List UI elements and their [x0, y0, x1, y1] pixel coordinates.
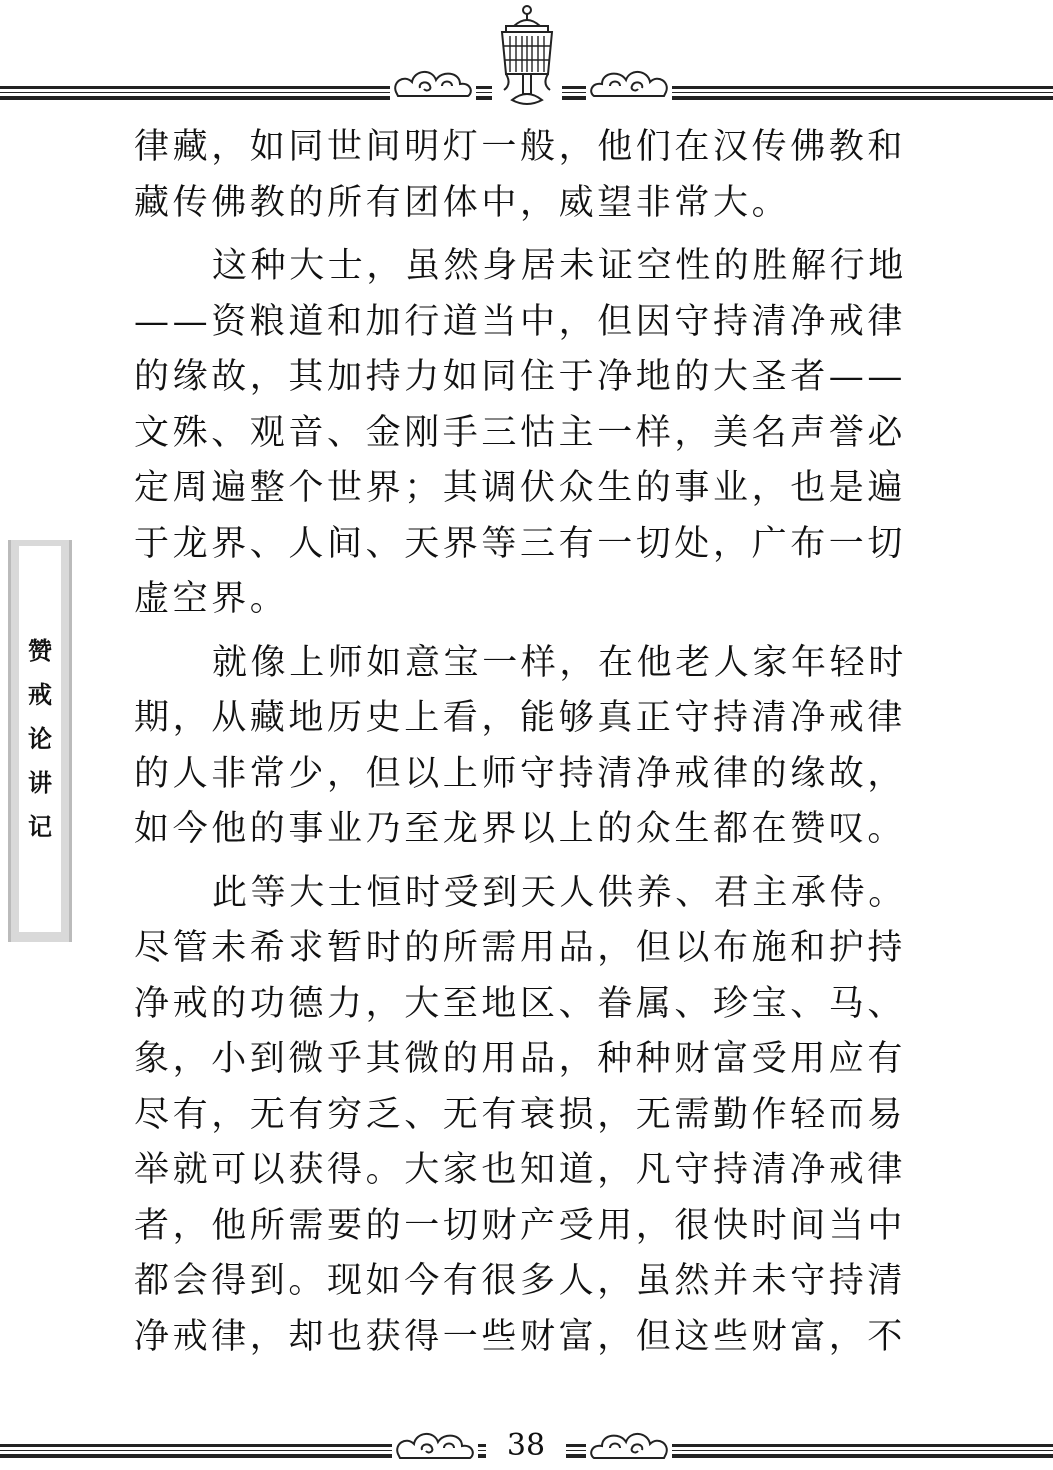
text-line: 举就可以获得。大家也知道，凡守持清净戒律	[134, 1150, 907, 1190]
text-line: 净戒的功德力，大至地区、眷属、珍宝、马、	[134, 983, 907, 1024]
cloud-left-icon	[390, 62, 476, 100]
body-text	[134, 120, 920, 1365]
text-line: 的人非常少，但以上师守持清净戒律的缘故，	[134, 753, 907, 794]
text-line: 律藏，如同世间明灯一般，他们在汉传佛教和	[134, 127, 907, 167]
text-line: 尽管未希求暂时的所需用品，但以布施和护持	[134, 928, 907, 968]
text-line: 这种大士，虽然身居未证空性的胜解行地	[212, 246, 907, 286]
side-tab-char: 赞	[28, 637, 52, 665]
text-line: 此等大士恒时受到天人供养、君主承侍。	[212, 872, 907, 913]
text-line: 都会得到。现如今有很多人，虽然并未守持清	[134, 1261, 907, 1301]
text-line: 就像上师如意宝一样，在他老人家年轻时	[212, 642, 907, 683]
text-line: 者，他所需要的一切财产受用，很快时间当中	[134, 1205, 907, 1246]
cloud-left-icon	[392, 1424, 478, 1462]
page-number: 38	[506, 1428, 546, 1463]
paragraph	[134, 239, 920, 628]
paragraph	[134, 636, 920, 858]
header-ornament	[0, 0, 1053, 110]
side-tab-char: 论	[28, 725, 52, 753]
text-line: 尽有，无有穷乏、无有衰损，无需勤作轻而易	[134, 1094, 907, 1135]
side-tab-char: 戒	[28, 681, 52, 709]
text-line: 的缘故，其加持力如同住于净地的大圣者——	[134, 357, 907, 397]
side-tab-char: 讲	[28, 769, 52, 797]
text-line: ——资粮道和加行道当中，但因守持清净戒律	[134, 301, 907, 342]
text-line: 文殊、观音、金刚手三怙主一样，美名声誉必	[134, 412, 907, 453]
cloud-right-icon	[586, 62, 672, 100]
text-line: 象，小到微乎其微的用品，种种财富受用应有	[134, 1039, 907, 1079]
side-tab-title	[19, 546, 61, 932]
paragraph	[134, 120, 920, 231]
text-line: 如今他的事业乃至龙界以上的众生都在赞叹。	[134, 809, 907, 849]
text-line: 于龙界、人间、天界等三有一切处，广布一切	[134, 523, 907, 564]
cloud-right-icon	[586, 1424, 672, 1462]
text-line: 净戒律，却也获得一些财富，但这些财富，不	[134, 1316, 907, 1357]
paragraph	[134, 866, 920, 1366]
text-line: 期，从藏地历史上看，能够真正守持清净戒律	[134, 698, 907, 738]
victory-banner-emblem-icon	[492, 4, 562, 110]
side-tab-char: 记	[28, 813, 52, 841]
text-line: 虚空界。	[134, 579, 289, 619]
text-line: 定周遍整个世界；其调伏众生的事业，也是遍	[134, 468, 907, 508]
text-line: 藏传佛教的所有团体中，威望非常大。	[134, 182, 791, 223]
side-tab	[8, 540, 72, 942]
